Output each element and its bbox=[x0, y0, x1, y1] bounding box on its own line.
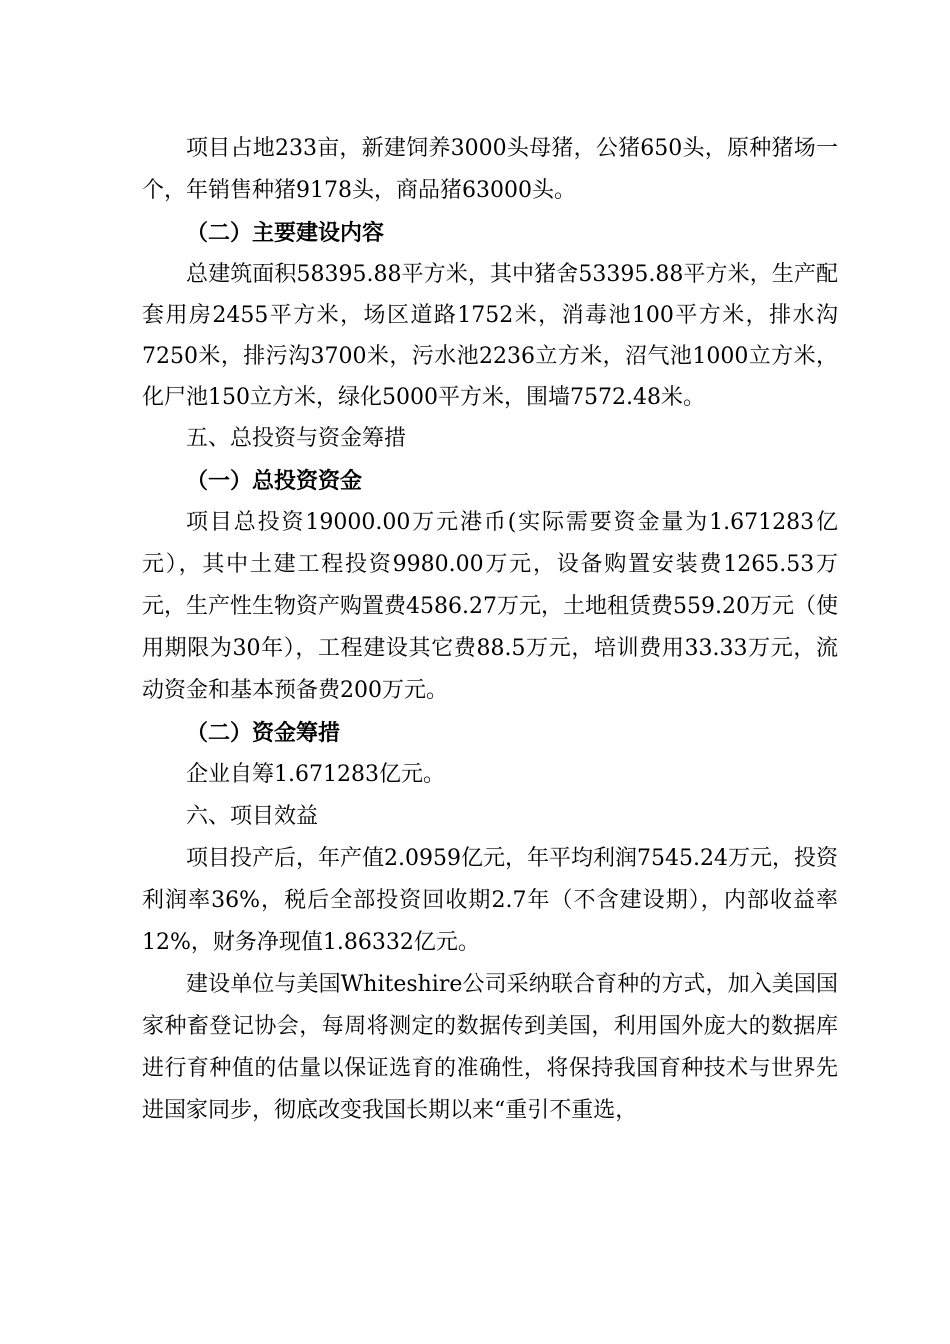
paragraph-fund-raising: 企业自筹1.671283亿元。 bbox=[186, 762, 445, 787]
document-body bbox=[142, 128, 838, 1132]
paragraph-project-scale: 项目占地233亩，新建饲养3000头母猪，公猪650头，原种猪场一个，年销售种猪9178头，商品猪63000头。 bbox=[142, 136, 838, 203]
paragraph-project-benefits: 项目投产后，年产值2.0959亿元，年平均利润7545.24万元，投资利润率36%，税后全部投资回收期2.7年（不含建设期），内部收益率12%，财务净现值1.86332亿元。 bbox=[142, 846, 838, 955]
heading-fund-raising: （二）资金筹措 bbox=[186, 720, 341, 746]
heading-project-benefits: 六、项目效益 bbox=[186, 804, 319, 829]
paragraph-construction-content: 总建筑面积58395.88平方米，其中猪舍53395.88平方米，生产配套用房2455平方米，场区道路1752米，消毒池100平方米，排水沟7250米，排污沟3700米，污水池2236立方米，沼气池1000立方米，化尸池150立方米，绿化5000平方米，围墙7572.48米。 bbox=[142, 262, 838, 410]
heading-main-construction: （二）主要建设内容 bbox=[186, 220, 385, 246]
paragraph-total-investment: 项目总投资19000.00万元港币(实际需要资金量为1.671283亿元），其中土建工程投资9980.00万元，设备购置安装费1265.53万元，生产性生物资产购置费4586.27万元，土地租赁费559.20万元（使用期限为30年），工程建设其它费88.5万元，培训费用33.33万元，流动资金和基本预备费200万元。 bbox=[142, 510, 838, 703]
paragraph-breeding-cooperation: 建设单位与美国Whiteshire公司采纳联合育种的方式，加入美国国家种畜登记协会，每周将测定的数据传到美国，利用国外庞大的数据库进行育种值的估量以保证选育的准确性，将保持我国育种技术与世界先进国家同步，彻底改变我国长期以来“重引不重选， bbox=[142, 972, 838, 1123]
heading-total-investment: （一）总投资资金 bbox=[186, 468, 363, 494]
heading-investment-funding: 五、总投资与资金筹措 bbox=[186, 426, 407, 451]
